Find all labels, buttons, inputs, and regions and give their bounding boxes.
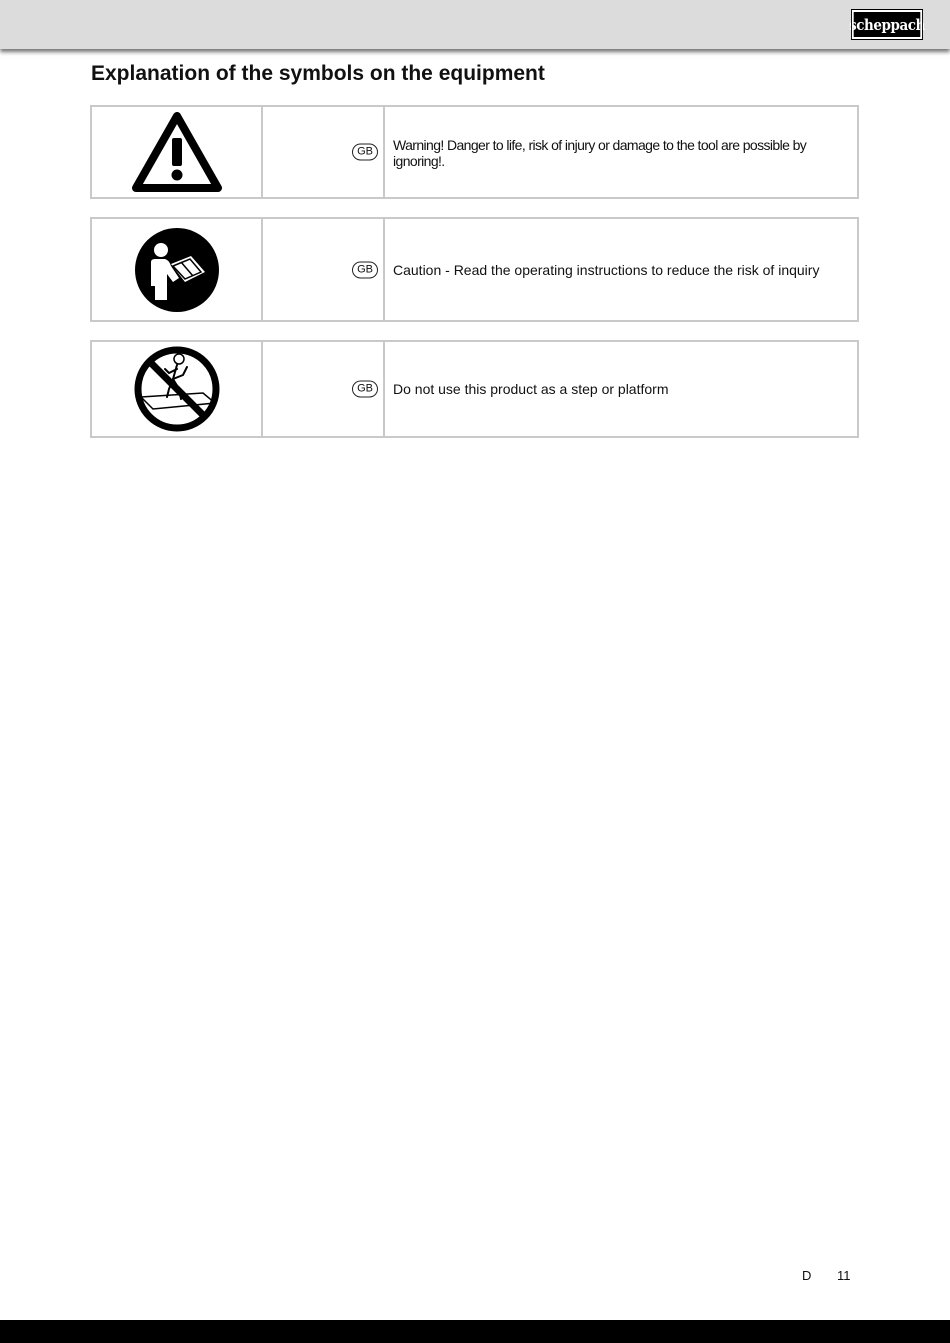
brand-logo-text: scheppach	[849, 15, 925, 34]
language-cell	[261, 342, 385, 436]
symbol-icon-cell	[92, 107, 263, 197]
footer-bar	[0, 1320, 950, 1343]
read-manual-icon	[133, 226, 221, 314]
symbol-icon-cell	[92, 219, 263, 320]
symbol-row-warning	[90, 105, 859, 199]
symbol-description	[385, 219, 857, 320]
no-step-platform-icon	[133, 345, 221, 433]
warning-triangle-icon	[132, 112, 222, 192]
brand-logo	[849, 10, 925, 39]
page-number: 11	[837, 1268, 851, 1283]
footer-language: D	[802, 1268, 812, 1283]
language-badge: GB	[352, 144, 378, 161]
symbol-description-text: Warning! Danger to life, risk of injury or damage to the tool are possible by ignoring!.	[393, 137, 807, 169]
language-cell	[261, 107, 385, 197]
symbol-description-text: Caution - Read the operating instructions to reduce the risk of inquiry	[393, 261, 820, 278]
symbol-description-text: Do not use this product as a step or platform	[393, 381, 669, 397]
language-badge: GB	[352, 381, 378, 398]
language-badge: GB	[352, 261, 378, 278]
symbol-description	[385, 342, 857, 436]
language-cell	[261, 219, 385, 320]
symbol-row-read-manual	[90, 217, 859, 322]
page-title: Explanation of the symbols on the equipment	[91, 62, 545, 85]
symbol-icon-cell	[92, 342, 263, 436]
header-bar	[0, 0, 950, 49]
symbol-description	[385, 107, 857, 197]
symbol-row-no-step	[90, 340, 859, 438]
